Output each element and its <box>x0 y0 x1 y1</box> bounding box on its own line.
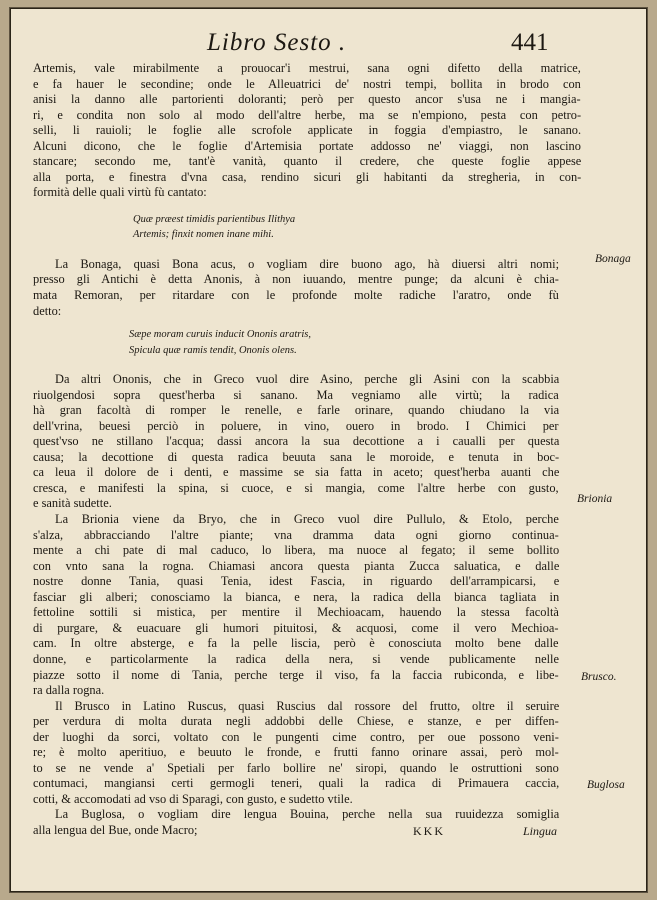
text-line: mente a chi pate di mal caduco, lo libera, ma nuoce al fegato; il seme bollito <box>33 543 560 558</box>
text-line: Artemis, vale mirabilmente a prouocar'i mestrui, sana ogni difetto della matrice, <box>33 61 581 75</box>
paragraph-ononis <box>33 372 581 512</box>
text-line: dell'vrina, beuesi perciò in poluere, in vino, ouero in brodo. I Chimici per <box>33 418 559 433</box>
text-line: ca leua il dolore de i denti, e massime se sia fatta in aceto; quest'herba auanti che <box>33 465 560 480</box>
text-line: di purgare, & euacuare gli humori pituitosi, & acquosi, come il vero Mechioa- <box>33 620 559 635</box>
text-line: formità delle quali virtù fù cantato: <box>33 185 207 200</box>
text-line: quest'vso ne stillano l'acqua; dassi ancora la sua decottione a i caualli per questa <box>33 434 560 449</box>
signature-mark: KKK <box>413 824 445 838</box>
text-line: La Buglosa, o vogliam dire lengua Bouina, perche nella sua ruuidezza somiglia <box>55 807 560 822</box>
text-line: Artemis; finxit nomen inane mihi. <box>133 229 274 241</box>
paragraph-brionia <box>33 512 581 699</box>
text-line: e sanità sudette. <box>33 496 112 511</box>
text-line: selli, li rauioli; le foglie alle scrofole applicate in foggia d'empiastro, le sanano. <box>33 123 582 138</box>
verse-artemisia <box>33 212 581 243</box>
text-line: s'alza, abbracciando l'altre piante; vna dramma data ogni giorno continua- <box>33 527 559 542</box>
text-line: per verdura di molta durata negli addobbi delle Chiese, e stanze, e per diffen- <box>33 714 559 729</box>
text-line: La Bonaga, quasi Bona acus, o vogliam dire buono ago, hà diuersi altri nomi; <box>55 256 560 271</box>
text-line: anisi la danno alle partorienti doloranti; però per questo ancor s'usa ne i mangia- <box>33 92 581 107</box>
text-line: mata Remoran, per ritardare con le profonde molte radiche l'aratro, onde fù <box>33 288 559 303</box>
text-line: piazze sotto il nome di Tania, perche terge il viso, fa la faccia rubiconda, e libe- <box>33 667 559 682</box>
text-line: stancare; secondo me, tant'è vanità, quanto il credere, che queste foglie appese <box>33 154 582 169</box>
paragraph-bonaga <box>33 257 581 319</box>
text-line: Quæ præest timidis parientibus Ilithya <box>133 213 296 225</box>
page-body <box>33 61 581 839</box>
text-line: con vnto sana la rogna. Chiamasi ancora questa pianta Zucca saluatica, e dalle <box>33 558 560 573</box>
text-line: Sæpe moram curuis inducit Ononis aratris, <box>129 329 312 341</box>
catchword: Lingua <box>523 824 558 838</box>
margin-note-buglosa: Buglosa <box>587 779 625 791</box>
text-line: ri, e condita non solo al modo dell'altre herbe, ma se n'empiono, pesta con petro- <box>33 107 582 122</box>
text-line: cotti, & accomodati ad vso di Sparagi, con gusto, e sudetto vtile. <box>33 791 353 806</box>
book-page <box>10 8 647 892</box>
text-line: riuolgendosi sopra quest'herba si sanano. Ma vegniamo alle virtù; la radica <box>33 387 559 402</box>
page-number: 441 <box>511 29 549 56</box>
text-line: fettoline sottili si mistica, per mentire il Mechioacam, hauendo la stessa facoltà <box>33 605 559 620</box>
text-line: to se ne vende a' Spetiali per farlo bollire ne' siropi, quando le ostruttioni sono <box>33 760 559 775</box>
text-line: e fa hauer le secondine; onde le Alleuatrici de' nostri tempi, bollita in brodo con <box>33 76 581 91</box>
text-line: ra dalla rogna. <box>33 683 105 698</box>
text-line: presso gli Antichi è detta Anonis, à non iuuando, mentre punge; da alcuni è chia- <box>33 272 559 287</box>
paragraph-brusco <box>33 699 581 808</box>
margin-note-bonaga: Bonaga <box>595 253 631 265</box>
text-line: alla porta, e finestra d'vna casa, rendino sicuri gli habitanti da stregheria, in con- <box>33 169 582 184</box>
text-line: hà gran facoltà di romper le renelle, e farle orinare, quando chiudano la via <box>33 403 560 418</box>
paragraph-artemisia <box>33 61 581 201</box>
page-header <box>11 29 646 61</box>
text-line: alla lengua del Bue, onde Macro; <box>33 822 198 837</box>
text-line: re; è molto aperitiuo, e beuuto le fronde, e frutti fanno orinare assai, però mol- <box>33 745 559 760</box>
margin-note-brusco: Brusco. <box>581 671 617 683</box>
verse-bonaga <box>33 327 581 358</box>
margin-note-brionia: Brionia <box>577 493 613 505</box>
text-line: Da altri Ononis, che in Greco vuol dire Asino, perche gli Asini con la scabbia <box>55 372 560 387</box>
text-line: Spicula quæ ramis tendit, Ononis olens. <box>129 344 297 356</box>
text-line: causa; la decottione di questa radica beuuta sana le moroide, e tenuta in boc- <box>33 449 560 464</box>
text-line: fasciar gli alberi; conosciamo la bianca, e nera, la radica della bianca tagliata in <box>33 589 560 604</box>
text-line: nostre donne Tania, quasi Tenia, idest Fascia, in riguardo dell'arrampicarsi, e <box>33 574 560 589</box>
page-footer <box>11 824 646 844</box>
text-line: cam. In oltre absterge, e fa la pelle liscia, però è conosciuta molto bene dalle <box>33 636 559 651</box>
running-title: Libro Sesto . <box>207 29 347 56</box>
text-line: detto: <box>33 303 62 318</box>
text-line: cresca, e manifesti la spina, si cuoce, e si mangia, come l'altre herbe con gusto, <box>33 480 559 495</box>
text-line: donne, e particolarmente la radica della nera, si vende publicamente nelle <box>33 651 559 666</box>
text-line: Il Brusco in Latino Ruscus, quasi Ruscius dal rossore del frutto, oltre il seruire <box>55 698 560 713</box>
text-line: Alcuni dicono, che le foglie d'Artemisia portate addosso ne' viaggi, non lascino <box>33 138 581 153</box>
text-line: La Brionia viene da Bryo, che in Greco vuol dire Pullulo, & Etolo, perche <box>55 512 559 527</box>
text-line: contumaci, mangiansi certi germogli teneri, quali la radica di Primauera caccia, <box>33 776 560 791</box>
text-line: der luoghi da sorci, voltato con le pungenti cime contro, per oue possono veni- <box>33 729 559 744</box>
